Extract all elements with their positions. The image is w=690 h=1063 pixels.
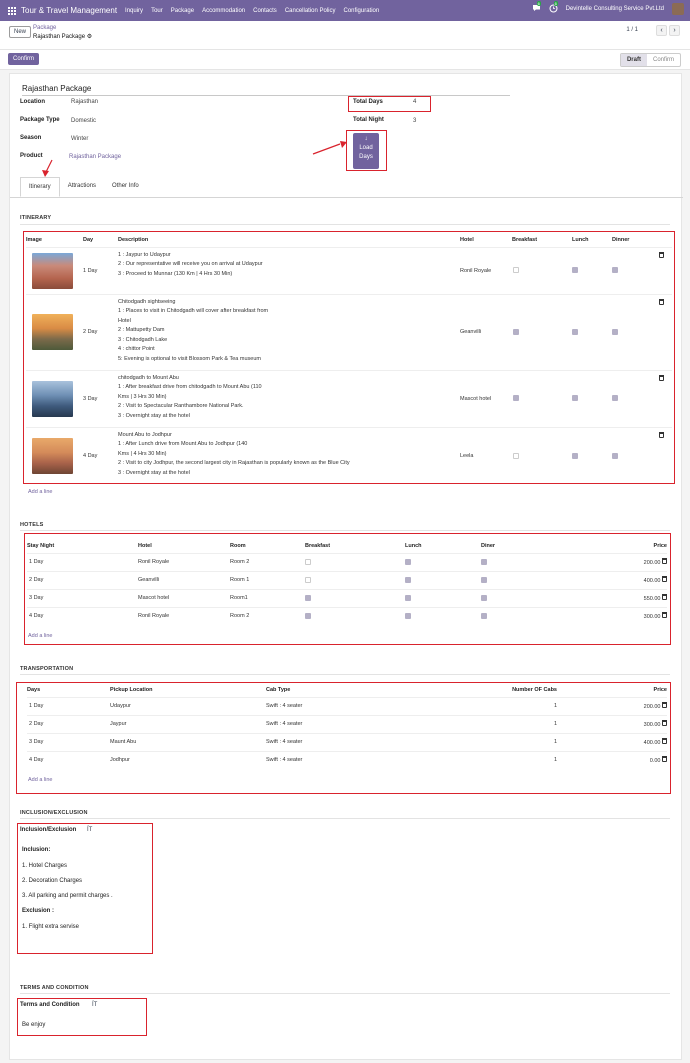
- company-switcher[interactable]: Devintelle Consulting Service Pvt.Ltd: [565, 6, 664, 12]
- hotel-row[interactable]: [27, 589, 667, 607]
- lunch-checkbox[interactable]: [572, 329, 578, 335]
- itinerary-row[interactable]: [26, 427, 672, 484]
- pickup-location-cell[interactable]: Jaypur: [110, 715, 266, 733]
- form-sheet: [9, 73, 682, 1060]
- price-cell[interactable]: 200.00: [643, 704, 661, 710]
- breakfast-checkbox[interactable]: [305, 577, 311, 583]
- lunch-checkbox[interactable]: [572, 453, 578, 459]
- product-label: Product: [20, 153, 43, 159]
- number-of-cabs-cell[interactable]: 1: [422, 697, 557, 715]
- package-name-field[interactable]: Rajasthan Package: [22, 84, 510, 96]
- annotation-arrow-icon: [310, 136, 350, 156]
- package-type-label: Package Type: [20, 117, 60, 123]
- pickup-location-cell[interactable]: Jodhpur: [110, 751, 266, 769]
- hotel-cell[interactable]: Mascot hotel: [138, 589, 230, 607]
- description-line: 2 : Mattupetty Dam: [118, 327, 165, 333]
- inclusion-heading: Inclusion:: [22, 847, 51, 853]
- location-value[interactable]: Rajasthan: [71, 99, 99, 105]
- breakfast-checkbox[interactable]: [513, 453, 519, 459]
- hotels-table: [27, 539, 667, 625]
- lunch-checkbox[interactable]: [405, 559, 411, 565]
- cab-type-cell[interactable]: Swift : 4 seater: [266, 751, 422, 769]
- location-label: Location: [20, 99, 45, 105]
- breakfast-checkbox[interactable]: [513, 267, 519, 273]
- description-line: Hotel: [118, 317, 131, 324]
- hotel-row[interactable]: [27, 553, 667, 571]
- stage-widget: [620, 53, 681, 67]
- product-value[interactable]: Rajasthan Package: [69, 154, 122, 160]
- col-description[interactable]: Description: [118, 236, 149, 243]
- translate-icon[interactable]: ÍT: [87, 827, 93, 833]
- hotel-cell[interactable]: Ronil Royale: [460, 247, 512, 294]
- menu-package[interactable]: Package: [170, 7, 195, 14]
- price-cell[interactable]: 300.00: [643, 614, 661, 621]
- description-line: 3 : Overnight stay at the hotel: [118, 469, 190, 476]
- transport-row[interactable]: [27, 751, 667, 769]
- transport-row[interactable]: [27, 733, 667, 751]
- section-divider: [20, 993, 670, 994]
- menu-cancellation-policy[interactable]: Cancellation Policy: [284, 7, 336, 14]
- description-line: Chitodgadh sightseeing: [118, 298, 176, 305]
- days-cell[interactable]: 3 Day: [27, 733, 110, 751]
- description-line: 2 : Our representative will receive you on arrival at Udaypur: [118, 261, 263, 267]
- hotel-cell[interactable]: Ronil Royale: [138, 607, 230, 625]
- hotels-section-title: HOTELS: [20, 522, 44, 528]
- itinerary-table: [26, 233, 672, 484]
- breakfast-checkbox[interactable]: [305, 613, 311, 619]
- price-cell[interactable]: 300.00: [643, 722, 661, 728]
- description-line: Kms | 4 Hrs 30 Min): [118, 450, 167, 457]
- total-days-label: Total Days: [353, 99, 383, 105]
- hotel-cell[interactable]: Mascot hotel: [460, 370, 512, 427]
- description-cell[interactable]: [118, 370, 460, 427]
- lunch-checkbox[interactable]: [405, 595, 411, 601]
- description-line: 1 : After Lunch drive from Mount Abu to Jodhpur (140: [118, 441, 248, 447]
- mountain-lake-thumbnail[interactable]: [32, 381, 73, 417]
- description-line: 1 : Jaypur to Udaypur: [118, 251, 171, 258]
- total-night-label: Total Night: [353, 117, 384, 123]
- stay-night-cell[interactable]: 3 Day: [27, 589, 138, 607]
- price-cell[interactable]: 400.00: [643, 578, 661, 584]
- lunch-checkbox[interactable]: [405, 577, 411, 583]
- dinner-checkbox[interactable]: [612, 395, 618, 401]
- annotation-arrow-icon: [40, 158, 56, 178]
- download-icon: ↓: [364, 136, 368, 142]
- description-line: 5: Evening is optional to visit Blossom Park & Tea museum: [118, 355, 261, 362]
- day-cell[interactable]: 4 Day: [83, 427, 118, 484]
- terms-editor[interactable]: Be enjoy: [22, 1022, 46, 1028]
- col-lunch[interactable]: Lunch: [572, 236, 589, 243]
- col-dinner[interactable]: Dinner: [612, 236, 630, 243]
- room-cell[interactable]: Room1: [230, 589, 305, 607]
- day-cell[interactable]: 1 Day: [83, 247, 118, 294]
- tab-other-info[interactable]: Other Info: [112, 183, 139, 189]
- pager-previous-button[interactable]: ‹: [656, 25, 667, 36]
- diner-checkbox[interactable]: [481, 577, 487, 583]
- transportation-section-title: TRANSPORTATION: [20, 666, 74, 672]
- package-type-value[interactable]: Domestic: [71, 118, 97, 124]
- load-days-label-2: Days: [359, 154, 373, 160]
- description-line: 3 : Proceed to Munnar (130 Km | 4 Hrs 30 Min): [118, 270, 233, 277]
- season-value[interactable]: Winter: [71, 136, 89, 142]
- col-breakfast[interactable]: Breakfast: [305, 542, 331, 549]
- diner-checkbox[interactable]: [481, 613, 487, 619]
- palace-dusk-thumbnail[interactable]: [32, 438, 73, 474]
- notebook-tabs: [20, 177, 147, 197]
- description-line: 2 : Visit to Spectacular Ranthambore National Park.: [118, 403, 244, 409]
- description-line: 4 : chittor Point: [118, 346, 155, 352]
- inclusion-item: 1. Hotel Charges: [22, 863, 68, 869]
- trash-icon[interactable]: [659, 252, 664, 258]
- cab-type-cell[interactable]: Swift : 4 seater: [266, 697, 422, 715]
- app-menu-icon[interactable]: [8, 7, 16, 15]
- chat-count-badge: 6: [537, 1, 540, 6]
- breakfast-checkbox[interactable]: [513, 329, 519, 335]
- lunch-checkbox[interactable]: [572, 395, 578, 401]
- stage-confirm[interactable]: Confirm: [652, 57, 674, 63]
- trash-icon[interactable]: [659, 375, 664, 381]
- description-line: 1 : Places to visit in Chitodgadh will cover after breakfast from: [118, 308, 269, 314]
- trash-icon[interactable]: [662, 576, 667, 582]
- chat-icon[interactable]: [532, 1, 541, 14]
- trash-icon[interactable]: [662, 738, 667, 744]
- cab-type-cell[interactable]: Swift : 4 seater: [266, 733, 422, 751]
- description-cell[interactable]: [118, 294, 460, 370]
- breadcrumb-parent[interactable]: Package: [33, 25, 57, 31]
- status-bar: [0, 50, 690, 70]
- day-cell[interactable]: 3 Day: [83, 370, 118, 427]
- col-day[interactable]: Day: [83, 236, 94, 243]
- description-line: 3 : Chitodgadh Lake: [118, 336, 168, 343]
- col-days[interactable]: Days: [27, 686, 41, 693]
- section-divider: [20, 530, 670, 531]
- room-cell[interactable]: Room 1: [230, 571, 305, 589]
- itinerary-row[interactable]: [26, 247, 672, 294]
- col-price[interactable]: Price: [653, 542, 667, 549]
- description-cell[interactable]: [118, 247, 460, 294]
- trash-icon[interactable]: [662, 558, 667, 564]
- breakfast-checkbox[interactable]: [513, 395, 519, 401]
- load-days-button[interactable]: [353, 133, 379, 169]
- price-cell[interactable]: 550.00: [643, 596, 661, 602]
- terms-section-title: TERMS AND CONDITION: [20, 985, 89, 991]
- gear-icon[interactable]: ⚙: [86, 34, 93, 40]
- control-panel: [0, 21, 690, 50]
- total-night-value[interactable]: 3: [413, 118, 417, 124]
- itinerary-row[interactable]: [26, 294, 672, 370]
- breakfast-checkbox[interactable]: [305, 595, 311, 601]
- room-cell[interactable]: Room 2: [230, 553, 305, 571]
- hotel-row[interactable]: [27, 607, 667, 625]
- transport-row[interactable]: [27, 697, 667, 715]
- trash-icon[interactable]: [662, 756, 667, 762]
- description-cell[interactable]: [118, 427, 460, 484]
- top-navbar: [0, 0, 690, 21]
- transportation-table: [27, 683, 667, 769]
- col-diner[interactable]: Diner: [481, 542, 496, 549]
- hotels-add-line[interactable]: Add a line: [28, 633, 53, 639]
- fort-sunset-thumbnail[interactable]: [32, 314, 73, 350]
- dinner-checkbox[interactable]: [612, 267, 618, 273]
- description-line: chitodgadh to Mount Abu: [118, 374, 179, 381]
- days-cell[interactable]: 2 Day: [27, 715, 110, 733]
- col-cab-type[interactable]: Cab Type: [266, 686, 291, 693]
- exclusion-item: 1. Flight extra servise: [22, 924, 80, 930]
- activity-clock-icon[interactable]: [549, 0, 558, 15]
- inclusion-item: 3. All parking and permit charges .: [22, 893, 113, 899]
- lunch-checkbox[interactable]: [405, 613, 411, 619]
- stay-night-cell[interactable]: 4 Day: [27, 607, 138, 625]
- col-room[interactable]: Room: [230, 542, 246, 549]
- number-of-cabs-cell[interactable]: 1: [422, 715, 557, 733]
- col-hotel[interactable]: Hotel: [138, 542, 152, 549]
- dinner-checkbox[interactable]: [612, 329, 618, 335]
- price-cell[interactable]: 0.00: [649, 758, 661, 765]
- col-image[interactable]: Image: [26, 236, 42, 243]
- stay-night-cell[interactable]: 2 Day: [27, 571, 138, 589]
- description-line: Mount Abu to Jodhpur: [118, 431, 172, 438]
- menu-configuration[interactable]: Configuration: [343, 7, 380, 14]
- itinerary-add-line[interactable]: Add a line: [28, 489, 53, 495]
- palace-pink-thumbnail[interactable]: [32, 253, 73, 289]
- diner-checkbox[interactable]: [481, 595, 487, 601]
- main-menu: [125, 8, 379, 14]
- col-hotel[interactable]: Hotel: [460, 236, 474, 243]
- stage-draft[interactable]: Draft: [621, 54, 647, 66]
- col-number-of-cabs[interactable]: Number OF Cabs: [512, 686, 557, 693]
- section-divider: [20, 224, 670, 225]
- inclusion-section-title: INCLUSION/EXCLUSION: [20, 810, 88, 816]
- tab-divider: [10, 197, 683, 198]
- menu-accommodation[interactable]: Accommodation: [202, 7, 246, 14]
- breadcrumb-current: Rajasthan Package ⚙: [33, 34, 93, 40]
- transport-row[interactable]: [27, 715, 667, 733]
- days-cell[interactable]: 4 Day: [27, 751, 110, 769]
- cab-type-cell[interactable]: Swift : 4 seater: [266, 715, 422, 733]
- pager-value[interactable]: 1 / 1: [626, 27, 638, 33]
- price-cell[interactable]: 400.00: [643, 740, 661, 746]
- tab-attractions[interactable]: Attractions: [67, 183, 97, 189]
- description-line: 2 : Visit to city Jodhpur, the second largest city in Rajasthan is popularly known as the Blue City: [118, 460, 350, 466]
- menu-tour[interactable]: Tour: [151, 7, 163, 14]
- load-days-label-1: Load: [359, 145, 373, 151]
- itinerary-section-title: ITINERARY: [20, 215, 52, 221]
- description-line: Kms | 3 Hrs 30 Min): [118, 393, 167, 400]
- inclusion-editor[interactable]: [22, 847, 147, 940]
- price-cell[interactable]: 200.00: [643, 560, 661, 566]
- pickup-location-cell[interactable]: Udaypur: [110, 697, 266, 715]
- col-price[interactable]: Price: [653, 686, 667, 693]
- trash-icon[interactable]: [662, 720, 667, 726]
- hotel-cell[interactable]: Ronil Royale: [138, 553, 230, 571]
- diner-checkbox[interactable]: [481, 559, 487, 565]
- hotel-cell[interactable]: Geanvilli: [138, 571, 230, 589]
- activity-count-badge: 6: [554, 0, 557, 6]
- number-of-cabs-cell[interactable]: 1: [422, 733, 557, 751]
- hotel-cell[interactable]: Leela: [460, 427, 512, 484]
- pager-next-button[interactable]: ›: [669, 25, 680, 36]
- section-divider: [20, 818, 670, 819]
- lunch-checkbox[interactable]: [572, 267, 578, 273]
- col-stay-night[interactable]: Stay Night: [27, 542, 55, 549]
- col-pickup-location[interactable]: Pickup Location: [110, 686, 153, 693]
- day-cell[interactable]: 2 Day: [83, 294, 118, 370]
- trash-icon[interactable]: [662, 702, 667, 708]
- inclusion-label: Inclusion/Exclusion: [20, 827, 77, 833]
- hotel-cell[interactable]: Geanvilli: [460, 294, 512, 370]
- col-breakfast[interactable]: Breakfast: [512, 236, 538, 243]
- col-lunch[interactable]: Lunch: [405, 542, 422, 549]
- trash-icon[interactable]: [662, 594, 667, 600]
- days-cell[interactable]: 1 Day: [27, 697, 110, 715]
- tab-itinerary[interactable]: Itinerary: [20, 177, 60, 197]
- itinerary-row[interactable]: [26, 370, 672, 427]
- menu-inquiry[interactable]: Inquiry: [125, 7, 144, 14]
- new-button[interactable]: New: [9, 26, 31, 38]
- trash-icon[interactable]: [662, 612, 667, 618]
- exclusion-heading: Exclusion :: [22, 908, 55, 914]
- trash-icon[interactable]: [659, 299, 664, 305]
- app-title[interactable]: Tour & Travel Management: [21, 6, 118, 15]
- room-cell[interactable]: Room 2: [230, 607, 305, 625]
- pickup-location-cell[interactable]: Maunt Abu: [110, 733, 266, 751]
- total-days-value[interactable]: 4: [413, 99, 417, 105]
- dinner-checkbox[interactable]: [612, 453, 618, 459]
- description-line: 1 : After breakfast drive from chitodgadh to Mount Abu (110: [118, 384, 262, 390]
- user-avatar[interactable]: [672, 3, 684, 15]
- inclusion-item: 2. Decoration Charges: [22, 878, 83, 884]
- stay-night-cell[interactable]: 1 Day: [27, 553, 138, 571]
- breakfast-checkbox[interactable]: [305, 559, 311, 565]
- translate-icon[interactable]: ÍT: [92, 1002, 98, 1008]
- section-divider: [20, 674, 670, 675]
- hotel-row[interactable]: [27, 571, 667, 589]
- trash-icon[interactable]: [659, 432, 664, 438]
- terms-label: Terms and Condition: [20, 1002, 80, 1008]
- season-label: Season: [20, 135, 42, 141]
- description-line: 3 : Overnight stay at the hotel: [118, 412, 190, 419]
- menu-contacts[interactable]: Contacts: [253, 7, 277, 14]
- confirm-button[interactable]: Confirm: [8, 53, 39, 65]
- number-of-cabs-cell[interactable]: 1: [422, 751, 557, 769]
- transportation-add-line[interactable]: Add a line: [28, 777, 53, 783]
